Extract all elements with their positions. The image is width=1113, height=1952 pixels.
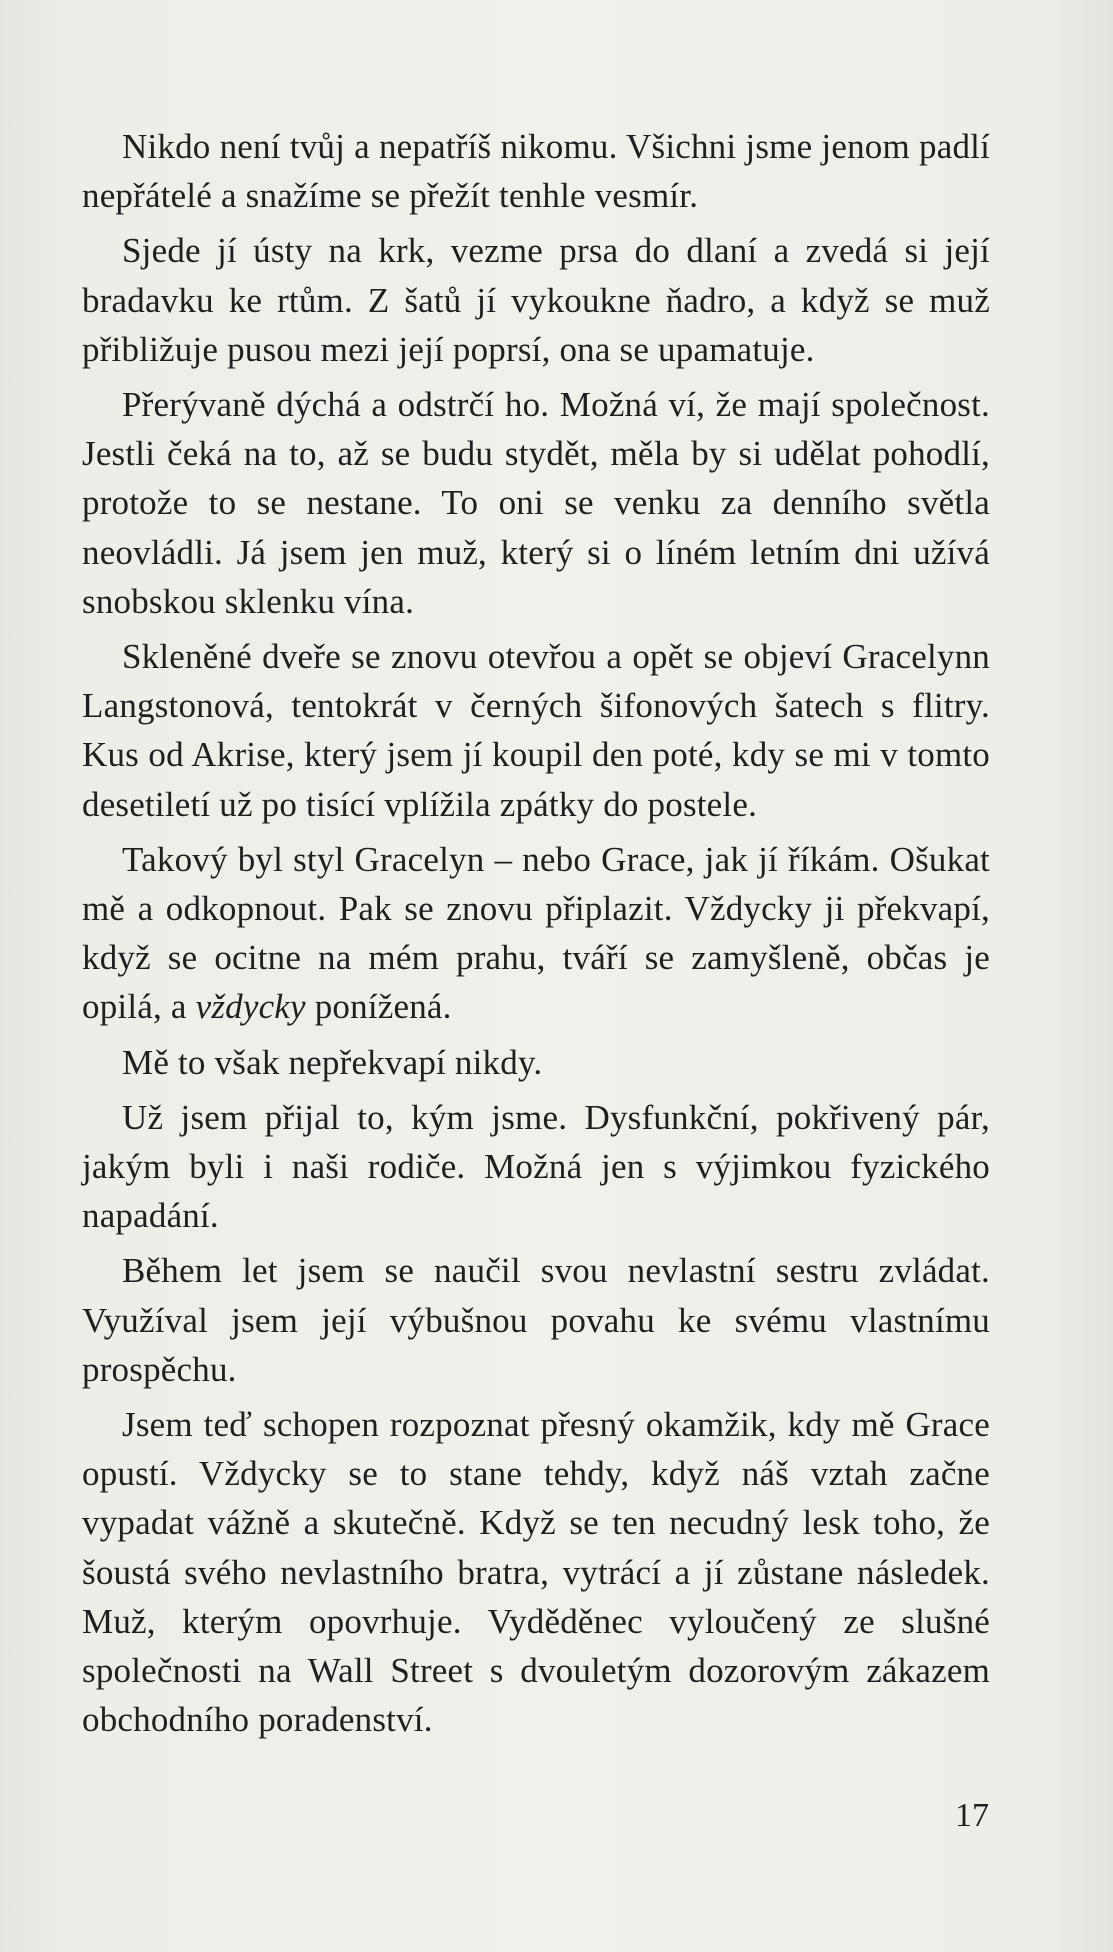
paragraph: Nikdo není tvůj a nepatříš nikomu. Všichni jsme jenom padlí nepřátelé a snažíme se přežít tenhle vesmír. <box>82 127 990 216</box>
paragraph-text: ponížená. <box>305 987 452 1027</box>
paragraph: Jsem teď schopen rozpoznat přesný okamžik, kdy mě Grace opustí. Vždycky se to stane tehdy, když náš vztah začne vypadat vážně a skutečně. Když se ten necudný lesk toho, že šoustá svého nevlastního bratra, vytrácí a jí zůstane následek. Muž, kterým opovrhuje. Vyděděnec vyloučený ze slušné společnosti na Wall Street s dvouletým dozorovým zákazem obchodního poradenství. <box>82 1405 990 1740</box>
emphasized-word: vždycky <box>195 987 306 1027</box>
paragraph: Už jsem přijal to, kým jsme. Dysfunkční, pokřivený pár, jakým byli i naši rodiče. Možná jen s výjimkou fyzického napadání. <box>82 1097 990 1236</box>
paragraph-text: Takový byl styl Gracelyn – nebo Grace, jak jí říkám. Ošukat mě a odkopnout. Pak se znovu připlazit. Vždycky ji překvapí, když se ocitne na mém prahu, tváří se zamyšleně, občas je opilá, a <box>82 839 990 1027</box>
paragraph: Sjede jí ústy na krk, vezme prsa do dlaní a zvedá si její bradavku ke rtům. Z šatů jí vykoukne ňadro, a když se muž přibližuje pusou mezi její poprsí, ona se upamatuje. <box>82 231 990 369</box>
page-number: 17 <box>955 1797 989 1834</box>
paragraph: Mě to však nepřekvapí nikdy. <box>122 1042 543 1082</box>
paragraph: Skleněné dveře se znovu otevřou a opět se objeví Gracelynn Langstonová, tentokrát v černých šifonových šatech s flitry. Kus od Akrise, který jsem jí koupil den poté, kdy se mi v tomto desetiletí už po tisící vplížila zpátky do postele. <box>82 637 990 824</box>
paragraph-with-emphasis <box>82 835 990 1032</box>
paragraph: Přerývaně dýchá a odstrčí ho. Možná ví, že mají společnost. Jestli čeká na to, až se budu stydět, měla by si udělat pohodlí, protože to se nestane. To oni se venku za denního světla neovládli. Já jsem jen muž, který si o líném letním dni užívá snobskou sklenku vína. <box>82 385 990 621</box>
paragraph: Během let jsem se naučil svou nevlastní sestru zvládat. Využíval jsem její výbušnou povahu ke svému vlastnímu prospěchu. <box>82 1251 990 1389</box>
page-body-text <box>82 122 990 1751</box>
